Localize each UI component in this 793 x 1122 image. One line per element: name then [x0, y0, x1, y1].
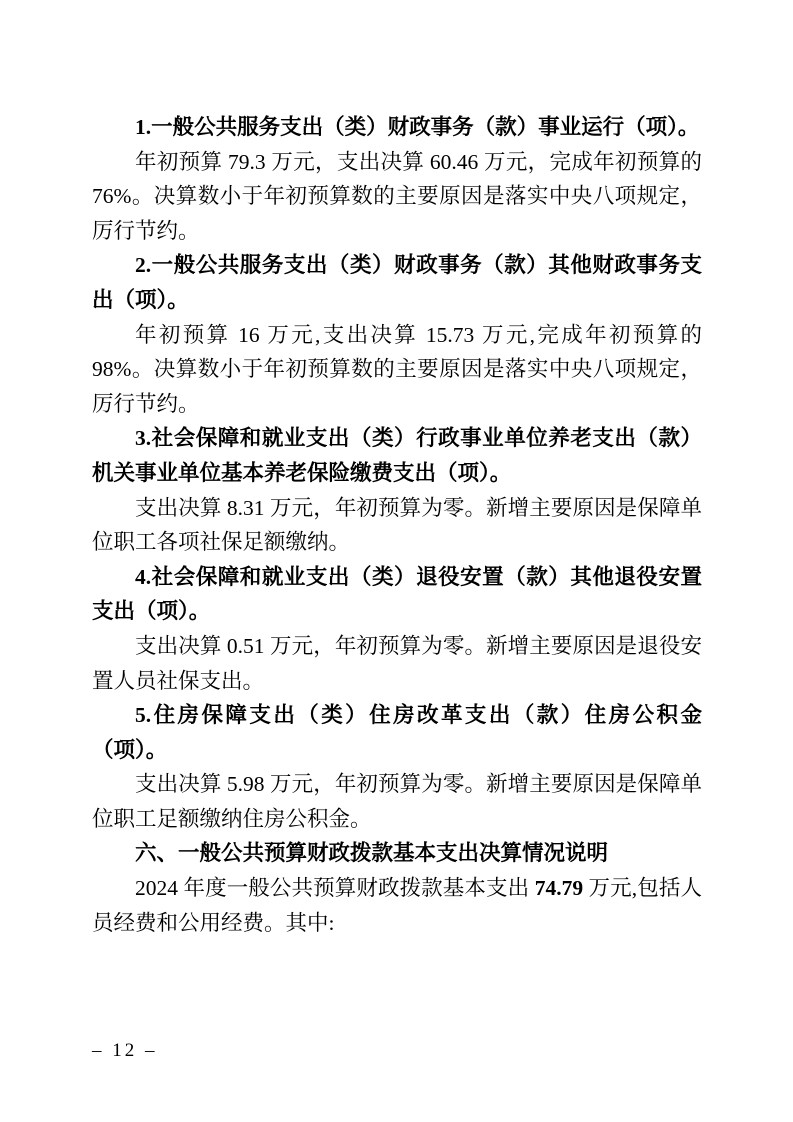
text-run: 万元,包括人员经费和公用经费。其中:: [92, 876, 702, 935]
heading-section: [92, 836, 702, 871]
text-run: 2.一般公共服务支出（类）财政事务（款）其他财政事务支出（项）。: [92, 253, 702, 312]
text-run: 3.社会保障和就业支出（类）行政事业单位养老支出（款）机关事业单位基本养老保险缴费支出（项）。: [92, 426, 702, 485]
bold-value: 74.79: [534, 876, 584, 901]
text-run: 年初预算 79.3 万元，支出决算 60.46 万元，完成年初预算的 76%。决算数小于年初预算数的主要原因是落实中央八项规定，厉行节约。: [92, 149, 702, 243]
heading-numbered: [92, 560, 702, 629]
paragraph: [92, 871, 702, 940]
heading-numbered: [92, 421, 702, 490]
text-run: 六、一般公共预算财政拨款基本支出决算情况说明: [135, 841, 609, 866]
text-run: 5.住房保障支出（类）住房改革支出（款）住房公积金（项）。: [92, 703, 702, 762]
page-number: – 12 –: [92, 1040, 158, 1061]
paragraph: [92, 629, 702, 698]
heading-numbered: [92, 248, 702, 317]
text-run: 2024 年度一般公共预算财政拨款基本支出: [135, 876, 535, 901]
text-run: 年初预算 16 万元,支出决算 15.73 万元,完成年初预算的 98%。决算数小于年初预算数的主要原因是落实中央八项规定，厉行节约。: [92, 322, 702, 416]
paragraph: [92, 145, 702, 249]
document-content: [92, 110, 702, 940]
text-run: 支出决算 5.98 万元，年初预算为零。新增主要原因是保障单位职工足额缴纳住房公积金。: [92, 772, 702, 831]
paragraph: [92, 767, 702, 836]
heading-numbered: [92, 698, 702, 767]
heading-numbered: [92, 110, 702, 145]
paragraph: [92, 491, 702, 560]
text-run: 支出决算 8.31 万元，年初预算为零。新增主要原因是保障单位职工各项社保足额缴纳。: [92, 495, 702, 555]
paragraph: [92, 318, 702, 422]
text-run: 4.社会保障和就业支出（类）退役安置（款）其他退役安置支出（项）。: [92, 564, 702, 624]
text-run: 支出决算 0.51 万元，年初预算为零。新增主要原因是退役安置人员社保支出。: [92, 633, 702, 693]
text-run: 1.一般公共服务支出（类）财政事务（款）事业运行（项）。: [135, 115, 700, 139]
